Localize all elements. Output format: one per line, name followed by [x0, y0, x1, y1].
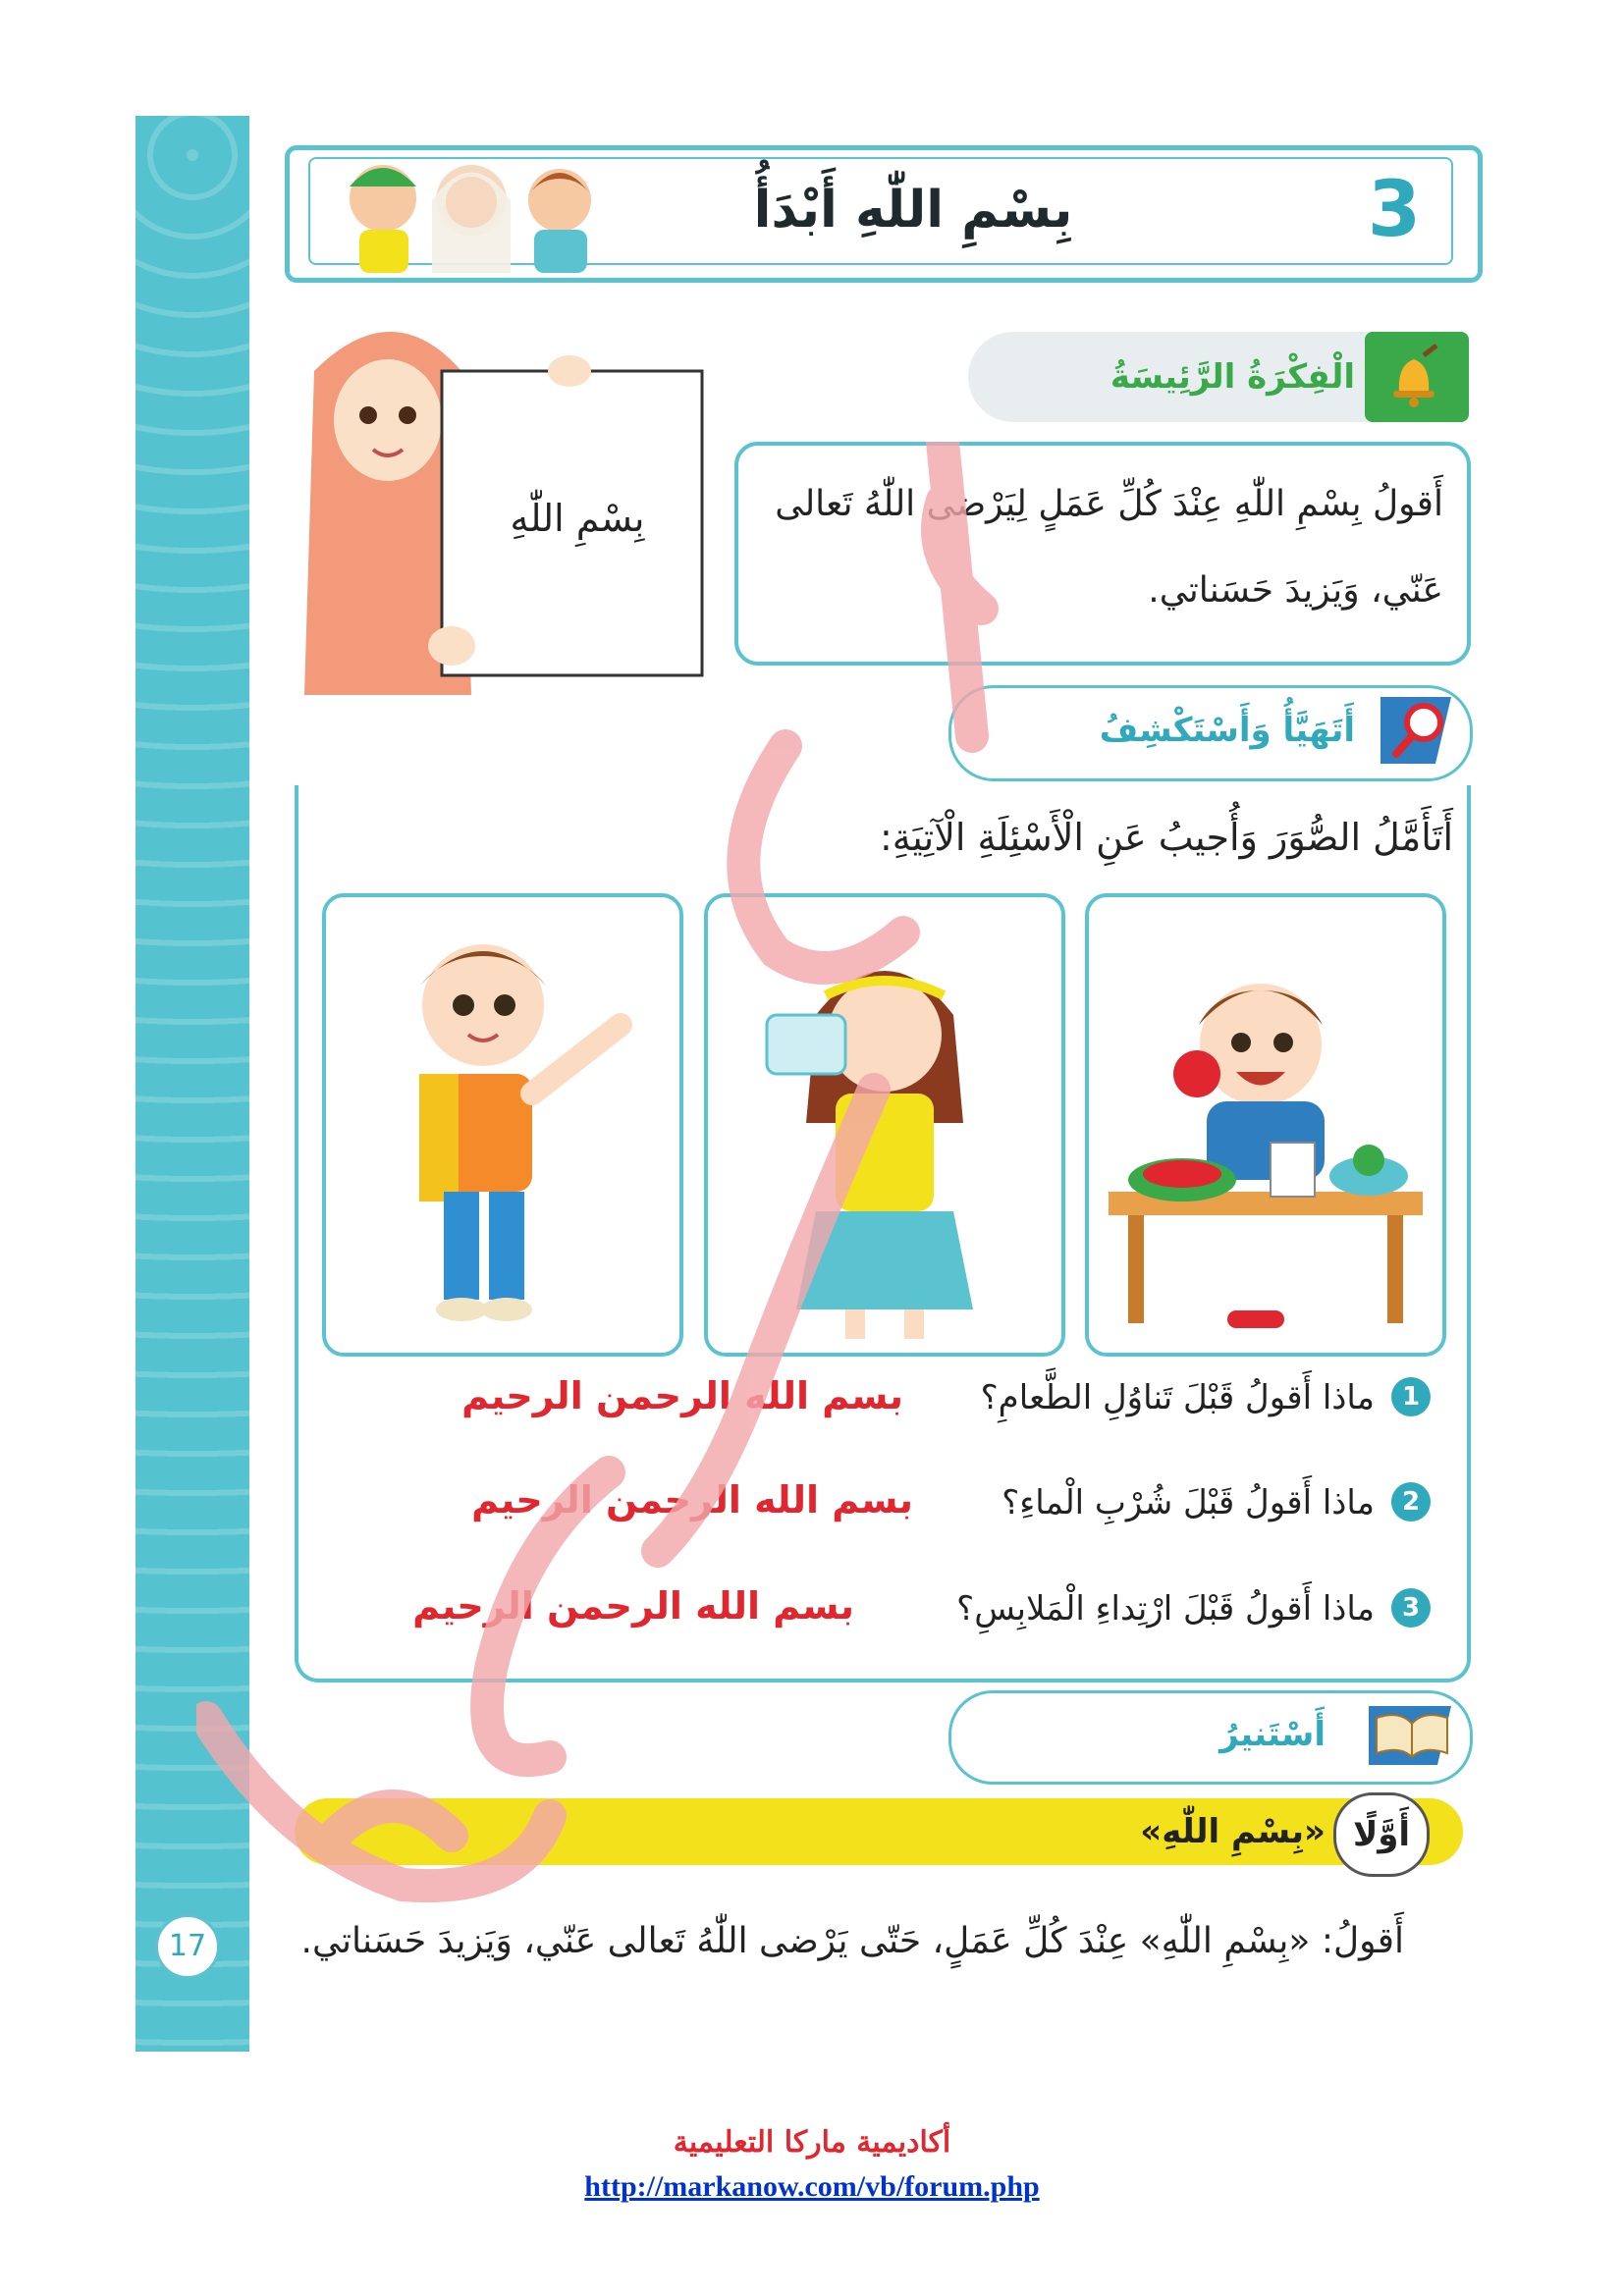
question-1-answer: بسم الله الرحمن الرحيم — [461, 1374, 903, 1417]
picture-boy-dressing — [322, 893, 683, 1357]
decorative-side-strip — [135, 116, 249, 2052]
question-1-text: ماذا أَقولُ قَبْلَ تَناوُلِ الطَّعامِ؟ — [980, 1378, 1375, 1417]
magnifier-icon — [1377, 691, 1455, 770]
question-3-answer: بسم الله الرحمن الرحيم — [412, 1584, 854, 1628]
enlighten-text: أَقولُ: «بِسْمِ اللّٰهِ» عِنْدَ كُلِّ عَمَلٍ، حَتّى يَرْضى اللّٰهُ تَعالى عَنّي، وَيَزيدَ حَسَناتي. — [300, 1921, 1404, 1961]
lesson-number: 3 — [1367, 166, 1422, 254]
question-3-number: 3 — [1391, 1588, 1431, 1628]
first-point-badge: أَوَّلًا — [1333, 1792, 1430, 1877]
boy-eating-illustration — [1089, 897, 1442, 1353]
question-3-text: ماذا أَقولُ قَبْلَ ارْتِداءِ الْمَلابِسِ؟ — [956, 1589, 1375, 1629]
first-point-label: «بِسْمِ اللّٰهِ» — [1140, 1812, 1326, 1851]
footer-academy-name: أكاديمية ماركا التعليمية — [673, 2125, 951, 2160]
question-2-number: 2 — [1391, 1482, 1431, 1522]
girl-drinking-illustration — [708, 897, 1061, 1353]
footer-link[interactable]: http://markanow.com/vb/forum.php — [584, 2170, 1040, 2203]
picture-girl-drinking — [704, 893, 1065, 1357]
picture-boy-eating — [1085, 893, 1446, 1357]
page-number: 17 — [155, 1914, 220, 1979]
lesson-title: بِسْمِ اللّٰهِ أَبْدَأُ — [753, 181, 1073, 240]
boy-dressing-illustration — [326, 897, 679, 1353]
main-idea-label: الْفِكْرَةُ الرَّئِيسَةُ — [1110, 357, 1355, 397]
question-2-text: ماذا أَقولُ قَبْلَ شُرْبِ الْماءِ؟ — [1001, 1483, 1375, 1522]
kids-illustration — [324, 139, 619, 277]
question-2-answer: بسم الله الرحمن الرحيم — [471, 1478, 913, 1522]
enlighten-label: أَسْتَنيرُ — [1219, 1715, 1326, 1754]
board-text: بِسْمِ اللّٰهِ — [510, 497, 645, 540]
explore-label: أَتَهَيَّأُ وَأَسْتَكْشِفُ — [1099, 711, 1355, 750]
main-idea-text: أَقولُ بِسْمِ اللّٰهِ عِنْدَ كُلِّ عَمَلٍ لِيَرْضى اللّٰهُ تَعالى عَنّي، وَيَزيدَ حَسَناتي. — [775, 484, 1443, 611]
question-1-number: 1 — [1391, 1377, 1431, 1416]
book-icon — [1363, 1694, 1461, 1773]
explore-instruction: أَتَأَمَّلُ الصُّوَرَ وَأُجيبُ عَنِ الْأَسْئِلَةِ الْآتِيَةِ: — [879, 816, 1453, 859]
bell-icon — [1380, 344, 1448, 412]
